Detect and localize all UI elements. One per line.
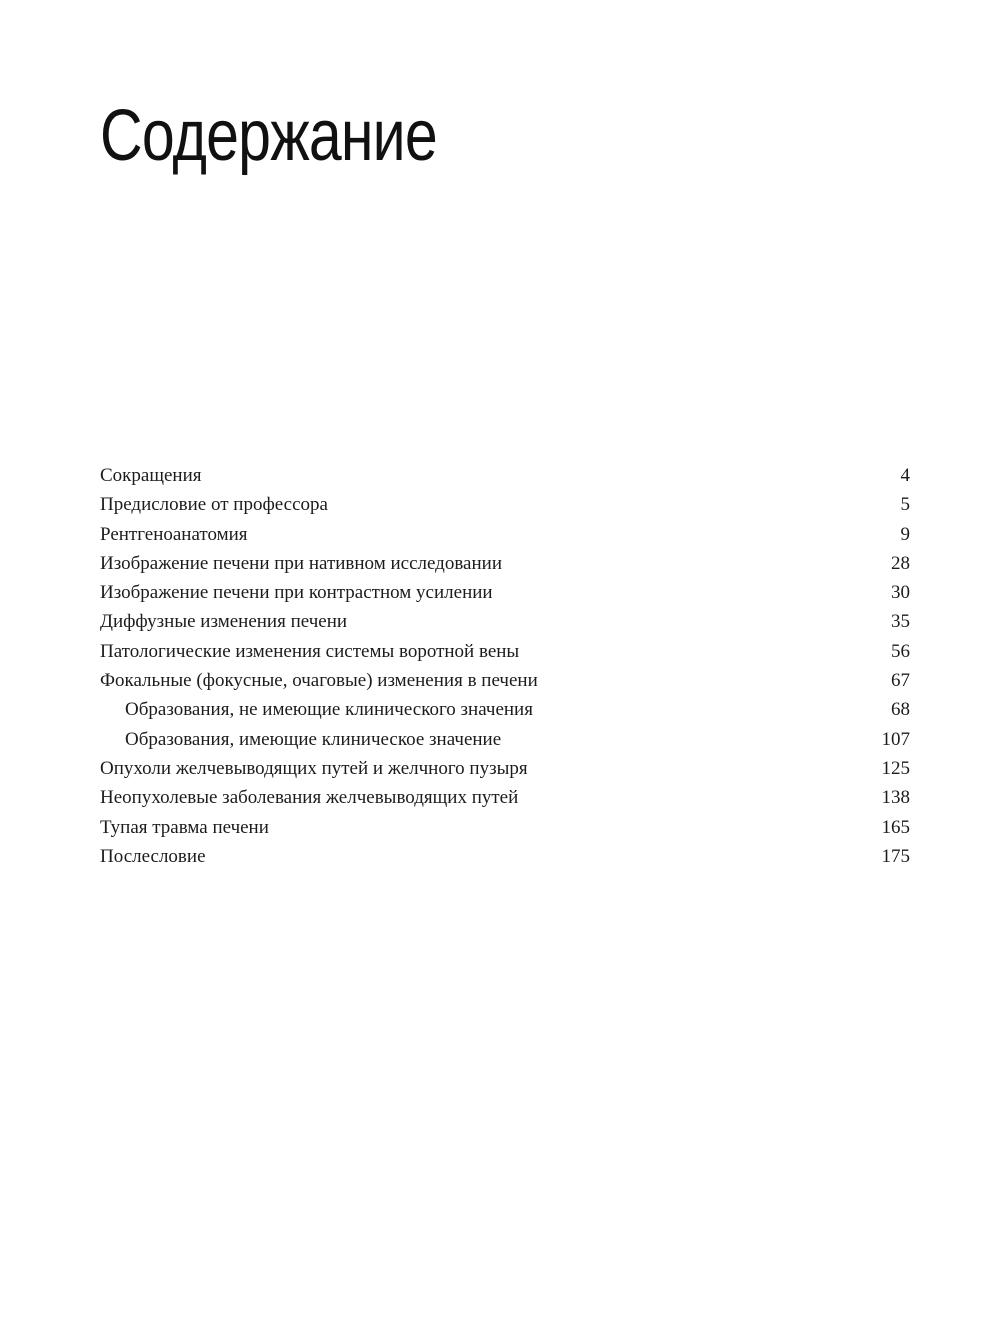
toc-entry-title: Диффузные изменения печени: [100, 611, 348, 633]
toc-entry-title: Тупая травма печени: [100, 816, 269, 838]
toc-entry-title: Предисловие от профессора: [100, 494, 328, 516]
toc-entry-page: 125: [881, 757, 910, 779]
toc-entry-title: Изображение печени при контрастном усилении: [100, 582, 493, 604]
toc-subentry[interactable]: [100, 695, 910, 724]
toc-entry-page: 67: [891, 670, 910, 692]
toc-entry[interactable]: [100, 607, 910, 636]
toc-entry-page: 9: [900, 523, 910, 545]
toc-entry[interactable]: [100, 813, 910, 842]
toc-entry-page: 107: [881, 728, 910, 750]
toc-entry[interactable]: [100, 666, 910, 695]
toc-entry-page: 56: [891, 640, 910, 662]
toc-entry[interactable]: [100, 520, 910, 549]
toc-entry-title: Патологические изменения системы воротной вены: [100, 640, 520, 662]
toc-entry[interactable]: [100, 783, 910, 812]
toc-entry-page: 165: [881, 816, 910, 838]
toc-entry[interactable]: [100, 637, 910, 666]
toc-entry-page: 28: [891, 552, 910, 574]
toc-entry[interactable]: [100, 842, 910, 871]
toc-entry-title: Сокращения: [100, 465, 202, 486]
toc-entry-title: Образования, не имеющие клинического значения: [125, 699, 533, 721]
toc-entry-title: Изображение печени при нативном исследовании: [100, 552, 502, 574]
toc-entry-title: Опухоли желчевыводящих путей и желчного пузыря: [100, 757, 528, 779]
toc-entry-title: Послесловие: [100, 845, 206, 867]
toc-entry-page: 175: [881, 845, 910, 867]
page-title: Содержание: [100, 96, 437, 176]
toc-entry[interactable]: [100, 490, 910, 519]
toc-entry-page: 30: [891, 582, 910, 604]
toc-entry-page: 68: [891, 699, 910, 721]
toc-entry-title: Фокальные (фокусные, очаговые) изменения в печени: [100, 670, 538, 692]
toc-subentry[interactable]: [100, 725, 910, 754]
toc-entry-title: Рентгеноанатомия: [100, 523, 248, 545]
table-of-contents: [100, 461, 910, 871]
toc-entry-page: 35: [891, 611, 910, 633]
toc-entry[interactable]: [100, 461, 910, 490]
toc-entry-page: 138: [881, 787, 910, 809]
toc-entry[interactable]: [100, 754, 910, 783]
toc-entry[interactable]: [100, 578, 910, 607]
toc-entry-page: 4: [900, 465, 910, 486]
toc-entry-title: Образования, имеющие клиническое значение: [125, 728, 502, 750]
toc-entry-page: 5: [900, 494, 910, 516]
toc-entry-title: Неопухолевые заболевания желчевыводящих путей: [100, 787, 519, 809]
toc-entry[interactable]: [100, 549, 910, 578]
